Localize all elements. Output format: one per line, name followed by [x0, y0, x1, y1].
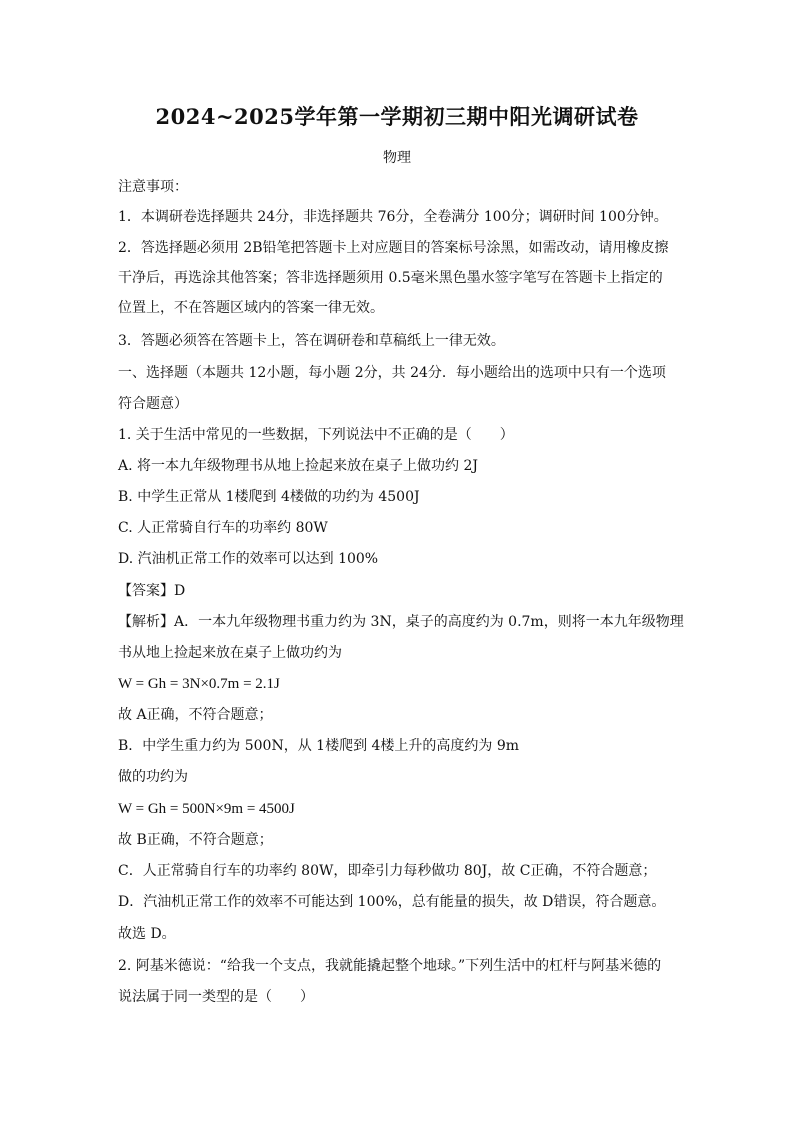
notice-item-2-line-2: 干净后，再选涂其他答案；答非选择题须用 0.5毫米黑色墨水签字笔写在答题卡上指定的 [118, 270, 663, 286]
question-1-formula-a: W = Gh = 3N×0.7m = 2.1J [118, 676, 280, 692]
question-1-formula-b: W = Gh = 500N×9m = 4500J [118, 801, 295, 817]
question-1-analysis-b-line-1: B．中学生重力约为 500N，从 1楼爬到 4楼上升的高度约为 9m [118, 738, 520, 754]
question-1-stem: 1. 关于生活中常见的一些数据，下列说法中不正确的是（ ） [118, 427, 514, 443]
question-2-stem-line-2: 说法属于同一类型的是（ ） [118, 989, 314, 1005]
question-1-option-d: D. 汽油机正常工作的效率可以达到 100% [118, 551, 379, 567]
question-1-conclusion-a: 故 A正确，不符合题意； [118, 707, 273, 723]
question-1-option-c: C. 人正常骑自行车的功率约 80W [118, 520, 328, 536]
question-1-option-a: A. 将一本九年级物理书从地上捡起来放在桌子上做功约 2J [118, 458, 478, 474]
notice-heading: 注意事项： [118, 179, 188, 195]
question-2-stem-line-1: 2. 阿基米德说：“给我一个支点，我就能撬起整个地球。”下列生活中的杠杆与阿基米德的 [118, 958, 662, 974]
question-1-analysis-line-1: 【解析】A．一本九年级物理书重力约为 3N，桌子的高度约为 0.7m，则将一本九年级物理 [118, 614, 684, 630]
question-1-answer: 【答案】D [118, 583, 186, 599]
notice-item-1: 1．本调研卷选择题共 24分，非选择题共 76分，全卷满分 100分；调研时间 100分钟。 [118, 209, 668, 225]
section-heading-line-1: 一、选择题（本题共 12小题，每小题 2分，共 24分．每小题给出的选项中只有一个选项 [118, 365, 666, 381]
question-1-final: 故选 D。 [118, 926, 176, 942]
question-1-conclusion-b: 故 B正确，不符合题意； [118, 832, 273, 848]
question-1-analysis-c: C．人正常骑自行车的功率约 80W，即牵引力每秒做功 80J，故 C正确，不符合题意； [118, 863, 657, 879]
question-1-analysis-line-2: 书从地上捡起来放在桌子上做功约为 [118, 645, 342, 661]
notice-item-3: 3．答题必须答在答题卡上，答在调研卷和草稿纸上一律无效。 [118, 333, 505, 349]
exam-title: 2024~2025学年第一学期初三期中阳光调研试卷 [155, 104, 639, 129]
question-1-analysis-b-line-2: 做的功约为 [118, 769, 188, 785]
question-1-option-b: B. 中学生正常从 1楼爬到 4楼做的功约为 4500J [118, 489, 420, 505]
notice-item-2-line-1: 2．答选择题必须用 2B铅笔把答题卡上对应题目的答案标号涂黑，如需改动，请用橡皮擦 [118, 240, 669, 256]
section-heading-line-2: 符合题意） [118, 396, 188, 412]
exam-subject: 物理 [383, 150, 411, 166]
notice-item-2-line-3: 位置上，不在答题区域内的答案一律无效。 [118, 300, 384, 316]
question-1-analysis-d: D．汽油机正常工作的效率不可能达到 100%，总有能量的损失，故 D错误，符合题意。 [118, 894, 666, 910]
